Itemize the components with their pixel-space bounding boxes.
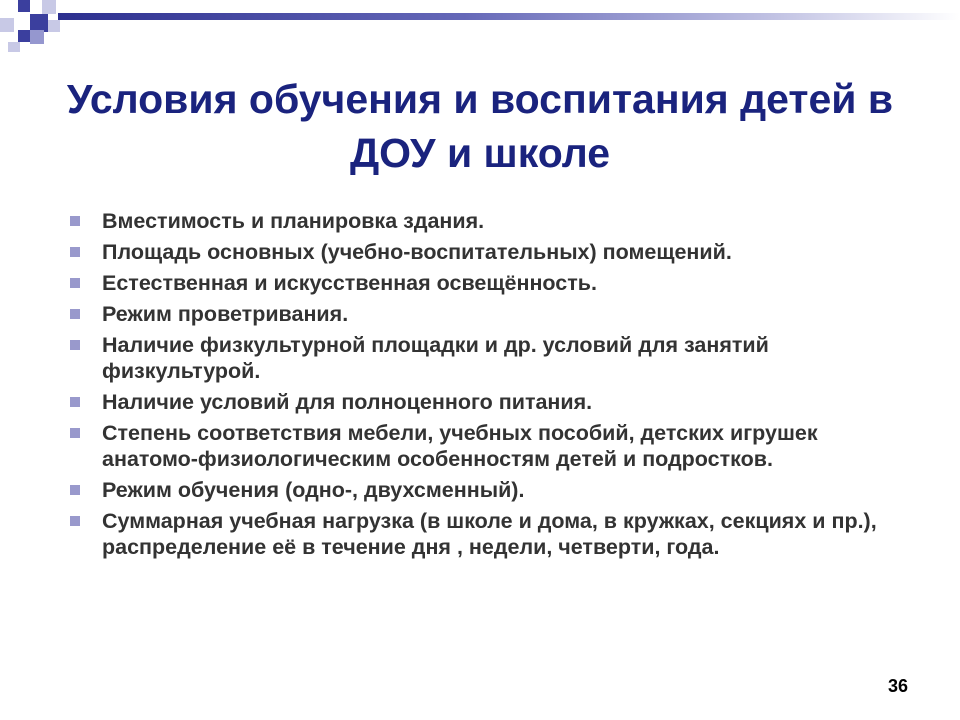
slide-title: Условия обучения и воспитания детей в ДОУ и школе: [66, 76, 894, 176]
list-item-text: Естественная и искусственная освещённость.: [102, 271, 597, 295]
list-item: [68, 508, 918, 560]
list-item-text: Режим обучения (одно-, двухсменный).: [102, 478, 525, 502]
bullet-list: [68, 208, 918, 565]
list-item: [68, 420, 918, 472]
square-bullet-icon: [70, 309, 80, 319]
list-item: [68, 208, 918, 234]
square-bullet-icon: [70, 340, 80, 350]
square-bullet-icon: [70, 247, 80, 257]
header-gradient-bar: [58, 13, 960, 20]
square-bullet-icon: [70, 278, 80, 288]
list-item: [68, 477, 918, 503]
list-item: [68, 389, 918, 415]
decor-square: [30, 30, 44, 44]
decor-square: [18, 0, 30, 12]
list-item-text: Площадь основных (учебно-воспитательных) помещений.: [102, 240, 732, 264]
list-item: [68, 332, 918, 384]
square-bullet-icon: [70, 485, 80, 495]
decor-square: [18, 30, 30, 42]
list-item: [68, 270, 918, 296]
list-item-text: Вместимость и планировка здания.: [102, 209, 485, 233]
square-bullet-icon: [70, 428, 80, 438]
list-item: [68, 301, 918, 327]
square-bullet-icon: [70, 397, 80, 407]
list-item-text: Режим проветривания.: [102, 302, 349, 326]
list-item-text: Наличие условий для полноценного питания.: [102, 390, 593, 414]
decor-square: [48, 20, 60, 32]
square-bullet-icon: [70, 216, 80, 226]
square-bullet-icon: [70, 516, 80, 526]
decor-square: [8, 42, 20, 52]
decor-square: [42, 0, 56, 14]
list-item-text: Наличие физкультурной площадки и др. условий для занятий физкультурой.: [102, 333, 769, 383]
page-number: 36: [887, 676, 908, 696]
list-item-text: Суммарная учебная нагрузка (в школе и дома, в кружках, секциях и пр.), распределение её в течение дня , недели, четверти, года.: [102, 509, 877, 559]
decor-square: [0, 18, 14, 32]
list-item-text: Степень соответствия мебели, учебных пособий, детских игрушек анатомо-физиологическим особенностям детей и подростков.: [102, 421, 818, 471]
list-item: [68, 239, 918, 265]
